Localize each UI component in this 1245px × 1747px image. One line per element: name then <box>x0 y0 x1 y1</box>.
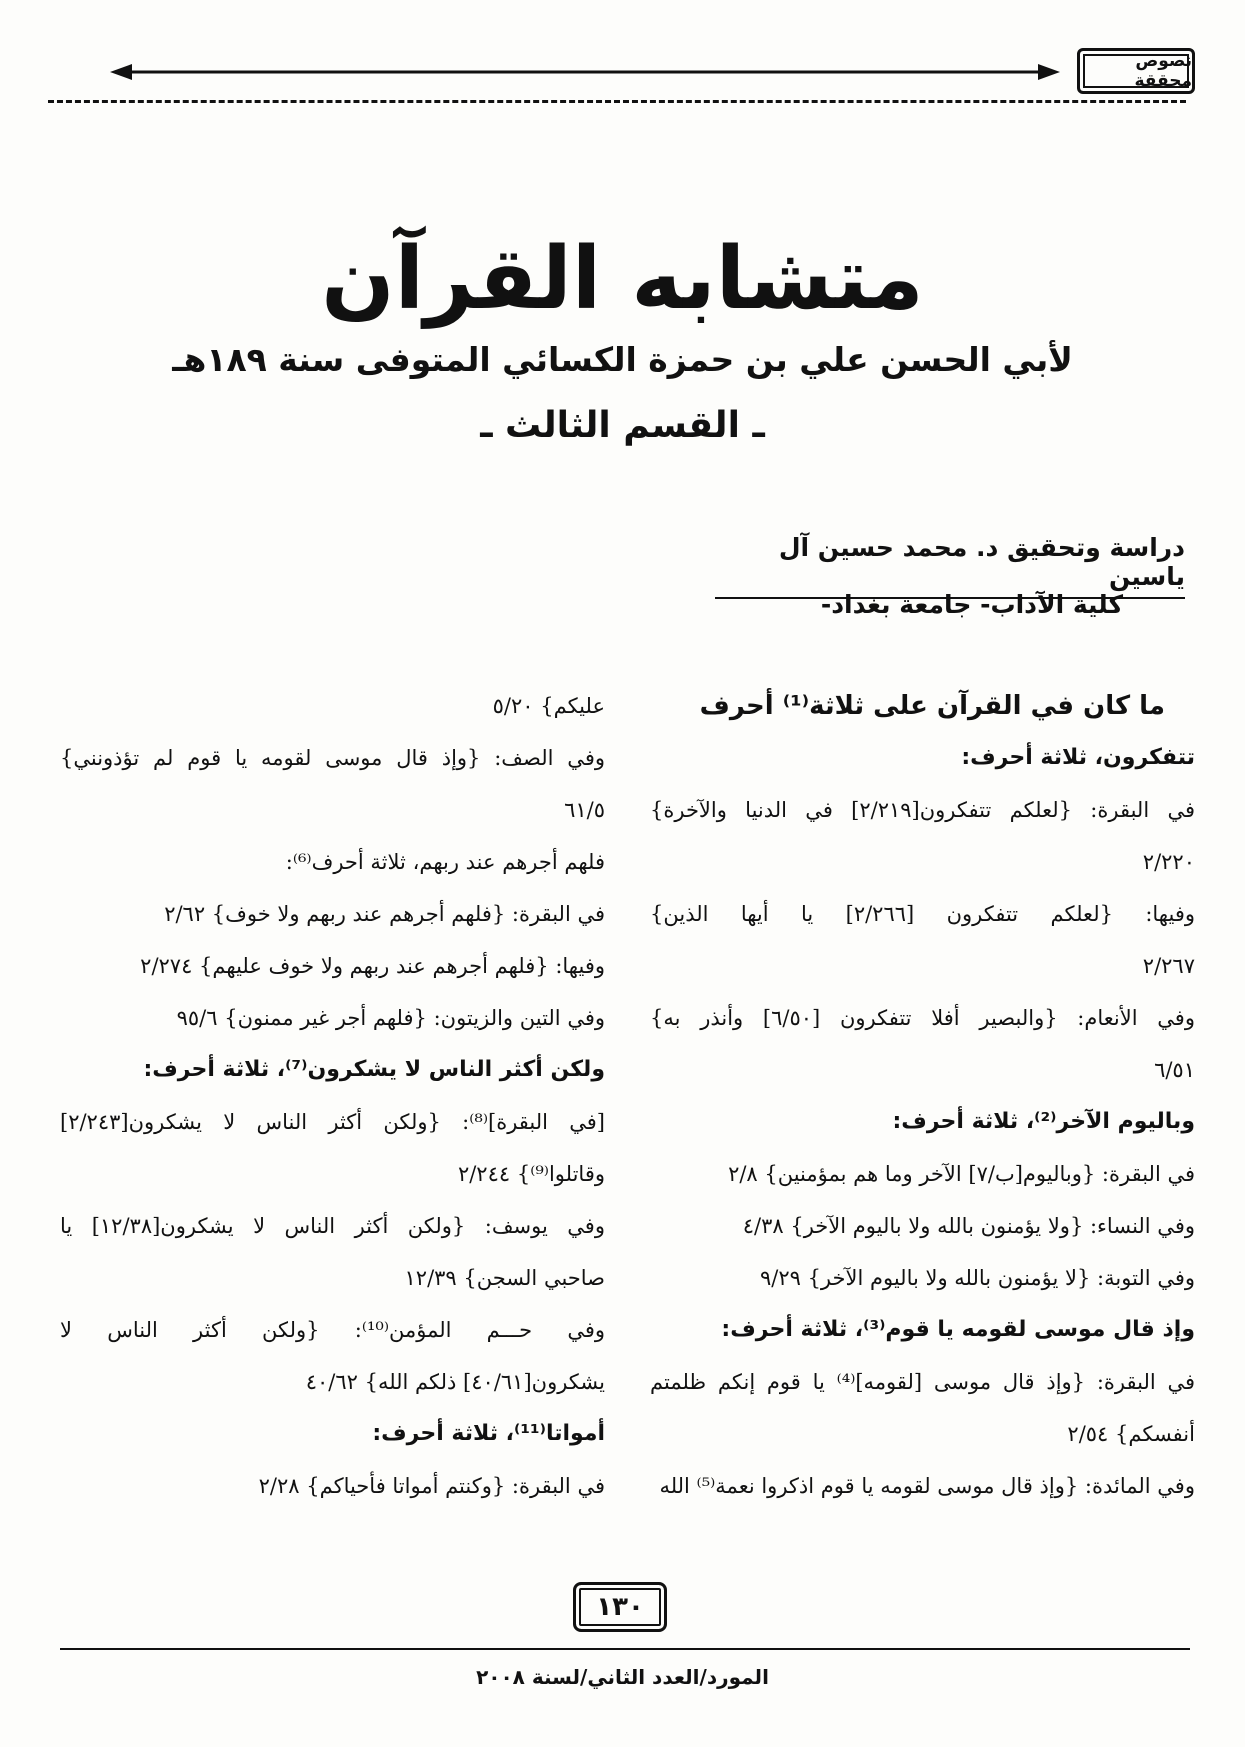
double-arrow-icon <box>110 62 1060 82</box>
verse-line: [في البقرة]⁽⁸⁾: {ولكن أكثر الناس لا يشكرون[٢/٢٤٣] <box>60 1110 605 1134</box>
entry-heading: أمواتا⁽¹¹⁾، ثلاثة أحرف: <box>372 1421 605 1446</box>
verse-line: في البقرة: {وكنتم أمواتا فأحياكم} ٢/٢٨ <box>258 1474 605 1498</box>
verse-line: وفيها: {لعلكم تتفكرون [٢/٢٦٦] يا أيها الذين} <box>650 902 1196 926</box>
section-heading: ما كان في القرآن على ثلاثة⁽¹⁾ أحرف <box>699 691 1165 721</box>
verse-line: وفي التوبة: {لا يؤمنون بالله ولا باليوم الآخر} ٩/٢٩ <box>759 1266 1195 1290</box>
verse-line: وفي الأنعام: {والبصير أفلا تتفكرون [٦/٥٠] وأنذر به} <box>650 1006 1195 1030</box>
entry-heading: تتفكرون، ثلاثة أحرف: <box>961 745 1195 770</box>
verse-line: عليكم} ٥/٢٠ <box>492 694 605 718</box>
verse-line: في البقرة: {وإذ قال موسى [لقومه]⁽⁴⁾ يا قوم إنكم ظلمتم <box>650 1370 1195 1394</box>
verse-reference: ٦١/٥ <box>564 798 605 822</box>
verse-line: في البقرة: {فلهم أجرهم عند ربهم ولا خوف} ٢/٦٢ <box>164 902 605 926</box>
section-badge-label: نصوص محققة <box>1134 51 1192 91</box>
entry-heading: وإذ قال موسى لقومه يا قوم⁽³⁾، ثلاثة أحرف: <box>721 1317 1195 1342</box>
page-subtitle: لأبي الحسن علي بن حمزة الكسائي المتوفى سنة ١٨٩هـ <box>172 340 1073 379</box>
verse-line: يشكرون[٤٠/٦١] ذلكم الله} ٤٠/٦٢ <box>305 1370 605 1394</box>
verse-line: وفي حـــم المؤمن⁽¹⁰⁾: {ولكن أكثر الناس لا <box>60 1318 605 1342</box>
verse-line: في البقرة: {لعلكم تتفكرون[٢/٢١٩] في الدنيا والآخرة} <box>650 798 1195 822</box>
verse-reference: ٢/٢٦٧ <box>1142 954 1195 978</box>
part-label: ـ القسم الثالث ـ <box>480 405 765 446</box>
entry-heading: وباليوم الآخر⁽²⁾، ثلاثة أحرف: <box>892 1109 1195 1134</box>
verse-line: وفي الصف: {وإذ قال موسى لقومه يا قوم لم تؤذونني} <box>60 746 605 770</box>
verse-line: صاحبي السجن} ١٢/٣٩ <box>404 1266 605 1290</box>
author-affiliation: كلية الآداب- جامعة بغداد- <box>820 590 1123 619</box>
verse-line: أنفسكم} ٢/٥٤ <box>1067 1422 1195 1446</box>
page-title: متشابه القرآن <box>321 229 924 329</box>
verse-line: وفي يوسف: {ولكن أكثر الناس لا يشكرون[١٢/٣٨] يا <box>60 1214 605 1238</box>
verse-line: وفيها: {فلهم أجرهم عند ربهم ولا خوف عليهم} ٢/٢٧٤ <box>140 954 605 978</box>
header-divider <box>48 100 1186 103</box>
verse-line: في البقرة: {وباليوم[ب/٧] الآخر وما هم بمؤمنين} ٢/٨ <box>728 1162 1195 1186</box>
journal-footer: المورد/العدد الثاني/لسنة ٢٠٠٨ <box>476 1665 769 1689</box>
footer-divider <box>60 1648 1190 1650</box>
author-line: دراسة وتحقيق د. محمد حسين آل ياسين <box>715 533 1185 599</box>
right-column <box>650 680 1195 1512</box>
page-number <box>573 1582 667 1632</box>
verse-line: وفي المائدة: {وإذ قال موسى لقومه يا قوم اذكروا نعمة⁽⁵⁾ الله <box>659 1474 1195 1498</box>
entry-heading: ولكن أكثر الناس لا يشكرون⁽⁷⁾، ثلاثة أحرف: <box>143 1057 605 1082</box>
verse-line: وقاتلوا⁽⁹⁾} ٢/٢٤٤ <box>457 1162 605 1186</box>
left-column <box>60 680 605 1512</box>
verse-reference: ٦/٥١ <box>1154 1058 1195 1082</box>
verse-line: وفي التين والزيتون: {فلهم أجر غير ممنون} ٩٥/٦ <box>176 1006 605 1030</box>
entry-heading: فلهم أجرهم عند ربهم، ثلاثة أحرف⁽⁶⁾: <box>285 850 605 874</box>
page-number-value: ١٣٠ <box>596 1592 644 1622</box>
verse-line: وفي النساء: {ولا يؤمنون بالله ولا باليوم الآخر} ٤/٣٨ <box>742 1214 1195 1238</box>
section-badge <box>1077 48 1195 94</box>
verse-reference: ٢/٢٢٠ <box>1142 850 1195 874</box>
